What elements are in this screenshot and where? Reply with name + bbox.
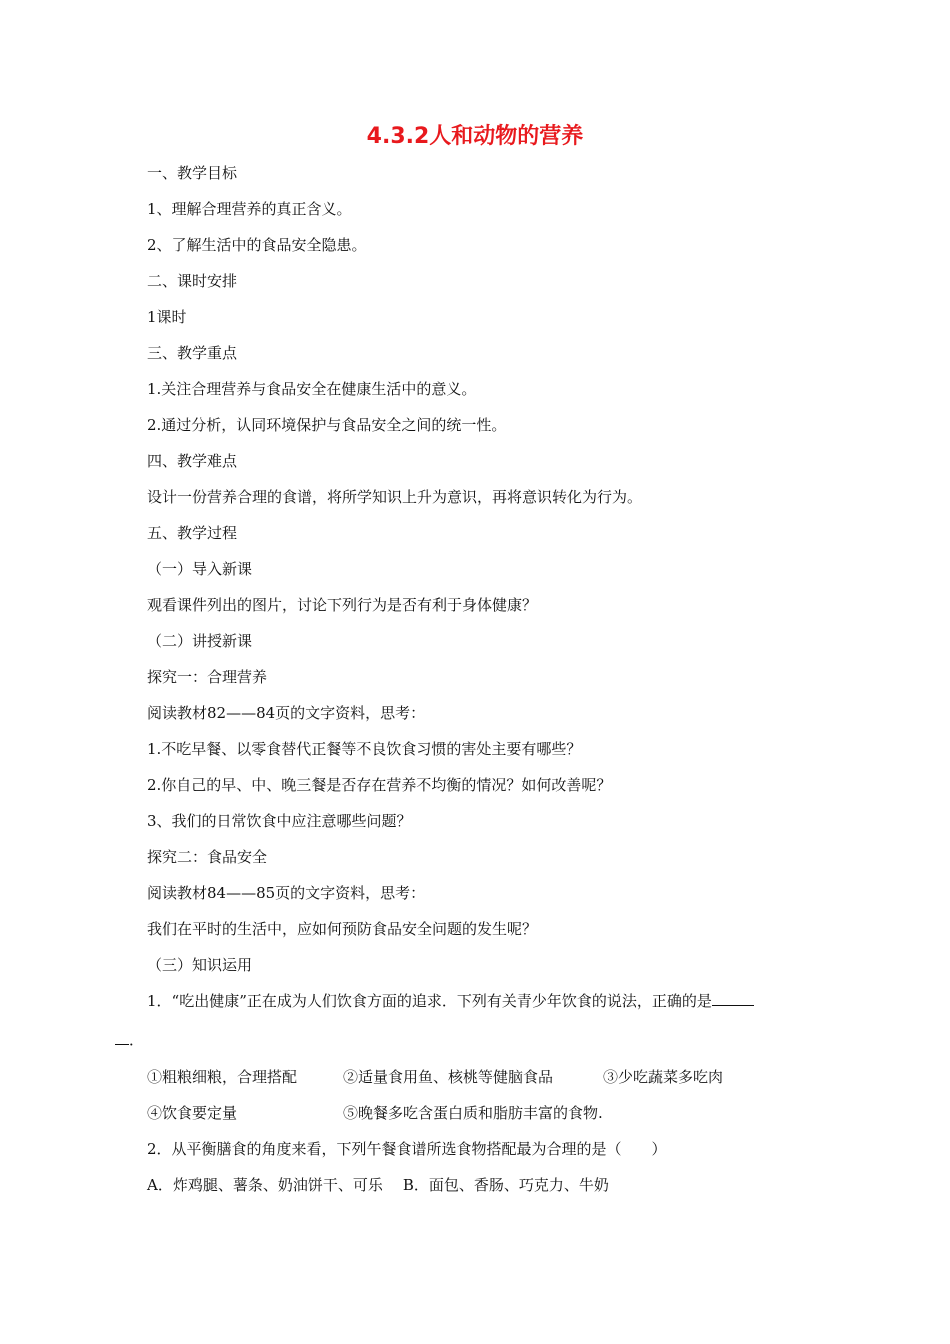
objective-item: 1、理解合理营养的真正含义。	[147, 200, 352, 218]
heading-difficulties: 四、教学难点	[147, 452, 238, 470]
question-1-options-row	[147, 1067, 847, 1087]
question-item: 2.你自己的早、中、晚三餐是否存在营养不均衡的情况？如何改善呢？	[147, 776, 612, 794]
heading-objectives: 一、教学目标	[147, 164, 238, 182]
reading-instruction: 阅读教材84——85页的文字资料，思考：	[147, 884, 426, 902]
question-item: 3、我们的日常饮食中应注意哪些问题？	[147, 812, 412, 830]
document-title: 4.3.2人和动物的营养	[366, 124, 584, 149]
intro-text: 观看课件列出的图片，讨论下列行为是否有利于身体健康？	[147, 596, 538, 614]
option-a: A．炸鸡腿、薯条、奶油饼干、可乐	[147, 1176, 383, 1194]
inquiry-one-heading: 探究一：合理营养	[147, 668, 268, 686]
option-item: ④饮食要定量	[147, 1104, 238, 1122]
option-item: ⑤晚餐多吃含蛋白质和脂肪丰富的食物.	[343, 1104, 603, 1122]
question-1-end: ．	[129, 1031, 145, 1049]
option-item: ③少吃蔬菜多吃肉	[603, 1068, 724, 1086]
exercise-question-1	[147, 991, 754, 1011]
heading-schedule: 二、课时安排	[147, 272, 238, 290]
heading-key-points: 三、教学重点	[147, 344, 238, 362]
reading-instruction: 阅读教材82——84页的文字资料，思考：	[147, 704, 426, 722]
answer-blank	[115, 1030, 129, 1045]
difficulty-text: 设计一份营养合理的食谱，将所学知识上升为意识，再将意识转化为行为。	[147, 488, 643, 506]
question-1-text: 1．“吃出健康”正在成为人们饮食方面的追求．下列有关青少年饮食的说法，正确的是	[147, 992, 712, 1010]
subheading-teaching: （二）讲授新课	[147, 632, 253, 650]
option-item: ②适量食用鱼、核桃等健脑食品	[343, 1068, 554, 1086]
question-item: 我们在平时的生活中，应如何预防食品安全问题的发生呢？	[147, 920, 538, 938]
question-item: 1.不吃早餐、以零食替代正餐等不良饮食习惯的害处主要有哪些？	[147, 740, 582, 758]
option-b: B．面包、香肠、巧克力、牛奶	[402, 1176, 609, 1194]
schedule-text: 1课时	[147, 308, 187, 326]
heading-process: 五、教学过程	[147, 524, 238, 542]
exercise-question-2: 2．从平衡膳食的角度来看，下列午餐食谱所选食物搭配最为合理的是（ ）	[147, 1140, 667, 1158]
answer-blank	[712, 991, 754, 1006]
subheading-intro: （一）导入新课	[147, 560, 253, 578]
objective-item: 2、了解生活中的食品安全隐患。	[147, 236, 367, 254]
question-2-options	[147, 1175, 609, 1195]
inquiry-two-heading: 探究二：食品安全	[147, 848, 268, 866]
key-point-item: 2.通过分析，认同环境保护与食品安全之间的统一性。	[147, 416, 507, 434]
key-point-item: 1.关注合理营养与食品安全在健康生活中的意义。	[147, 380, 477, 398]
exercise-question-1-continuation	[115, 1030, 144, 1050]
option-item: ①粗粮细粮，合理搭配	[147, 1068, 298, 1086]
question-1-options-row	[147, 1103, 847, 1123]
subheading-application: （三）知识运用	[147, 956, 253, 974]
